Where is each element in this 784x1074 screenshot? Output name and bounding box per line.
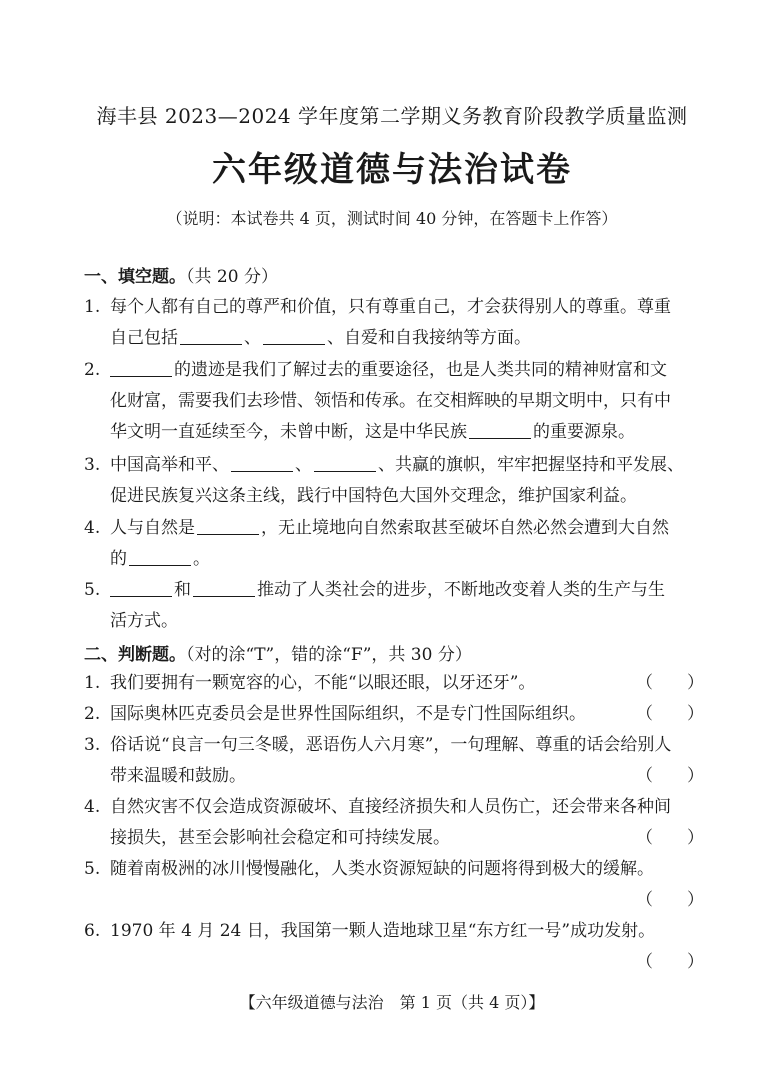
question-number: 4. [84,797,101,817]
judge-question-4 [84,792,704,854]
question-text: 、共赢的旗帜，牢牢把握坚持和平发展、 [378,455,684,475]
judge-question-5 [84,854,704,910]
answer-parentheses: （ ） [636,828,704,848]
question-text: 人与自然是 [110,518,195,538]
question-text: 。 [193,549,210,569]
question-text: 化财富，需要我们去珍惜、领悟和传承。在交相辉映的早期文明中，只有中 [110,391,671,411]
answer-parentheses: （ ） [636,890,704,910]
question-number: 2. [84,360,101,380]
question-number: 4. [84,518,101,538]
answer-parentheses: （ ） [636,673,704,693]
question-number: 5. [84,859,101,879]
question-number: 2. [84,704,101,724]
section-1-points: （共 20 分） [186,267,278,287]
question-number: 5. [84,580,101,600]
exam-subtitle: 海丰县 2023—2024 学年度第二学期义务教育阶段教学质量监测 [96,104,688,128]
question-text: 和 [174,580,191,600]
judge-question-3 [84,730,704,792]
answer-blank [197,516,259,535]
fill-question-4 [84,513,704,575]
question-text: 的遗迹是我们了解过去的重要途径，也是人类共同的精神财富和文 [174,360,667,380]
question-text: 带来温暖和鼓励。 [110,766,246,786]
question-text: 接损失，甚至会影响社会稳定和可持续发展。 [110,828,450,848]
question-text: 我们要拥有一颗宽容的心，不能“以眼还眼，以牙还牙”。 [110,673,536,693]
answer-blank [263,326,325,345]
question-text: 促进民族复兴这条主线，践行中国特色大国外交理念，维护国家利益。 [110,486,637,506]
question-text: 俗话说“良言一句三冬暖，恶语伤人六月寒”，一句理解、尊重的话会给别人 [110,735,672,755]
question-text: 1970 年 4 月 24 日，我国第一颗人造地球卫星“东方红一号”成功发射。 [110,921,656,941]
fill-question-5 [84,575,704,637]
answer-blank [469,420,531,439]
page-footer: 【六年级道德与法治 第 1 页（共 4 页）】 [239,993,545,1012]
answer-blank [180,326,242,345]
question-text: 的重要源泉。 [533,422,635,442]
question-text: 、 [244,328,261,348]
judge-question-2 [84,699,704,730]
question-text: 每个人都有自己的尊严和价值，只有尊重自己，才会获得别人的尊重。尊重 [110,297,671,317]
question-text: 中国高举和平、 [110,455,229,475]
question-text: 国际奥林匹克委员会是世界性国际组织，不是专门性国际组织。 [110,704,586,724]
question-text: ，无止境地向自然索取甚至破坏自然必然会遭到大自然 [261,518,669,538]
fill-question-2 [84,355,704,448]
fill-question-3 [84,450,704,512]
judge-question-1 [84,668,704,699]
question-text: 华文明一直延续至今，未曾中断，这是中华民族 [110,422,467,442]
answer-blank [231,453,293,472]
section-2-title: 二、判断题。 [84,645,186,665]
section-2-heading [84,640,472,665]
section-2-points: （对的涂“T”，错的涂“F”，共 30 分） [186,645,472,665]
question-number: 1. [84,673,101,693]
section-1-heading [84,262,278,287]
answer-parentheses: （ ） [636,952,704,972]
question-text: 自己包括 [110,328,178,348]
question-text: 、自爱和自我接纳等方面。 [327,328,531,348]
question-number: 3. [84,735,101,755]
answer-blank [129,547,191,566]
answer-blank [193,578,255,597]
question-number: 3. [84,455,101,475]
answer-parentheses: （ ） [636,704,704,724]
question-text: 推动了人类社会的进步，不断地改变着人类的生产与生 [257,580,665,600]
exam-instruction: （说明：本试卷共 4 页，测试时间 40 分钟，在答题卡上作答） [166,209,618,228]
answer-blank [110,578,172,597]
question-text: 、 [295,455,312,475]
question-text: 随着南极洲的冰川慢慢融化，人类水资源短缺的问题将得到极大的缓解。 [110,859,654,879]
answer-blank [110,358,172,377]
question-text: 活方式。 [110,611,178,631]
judge-question-6 [84,916,704,972]
question-number: 1. [84,297,101,317]
question-text: 自然灾害不仅会造成资源破坏、直接经济损失和人员伤亡，还会带来各种间 [110,797,671,817]
exam-title: 六年级道德与法治试卷 [212,150,572,190]
section-1-title: 一、填空题。 [84,267,186,287]
answer-blank [314,453,376,472]
question-number: 6. [84,921,101,941]
fill-question-1 [84,292,704,354]
answer-parentheses: （ ） [636,766,704,786]
question-text: 的 [110,549,127,569]
